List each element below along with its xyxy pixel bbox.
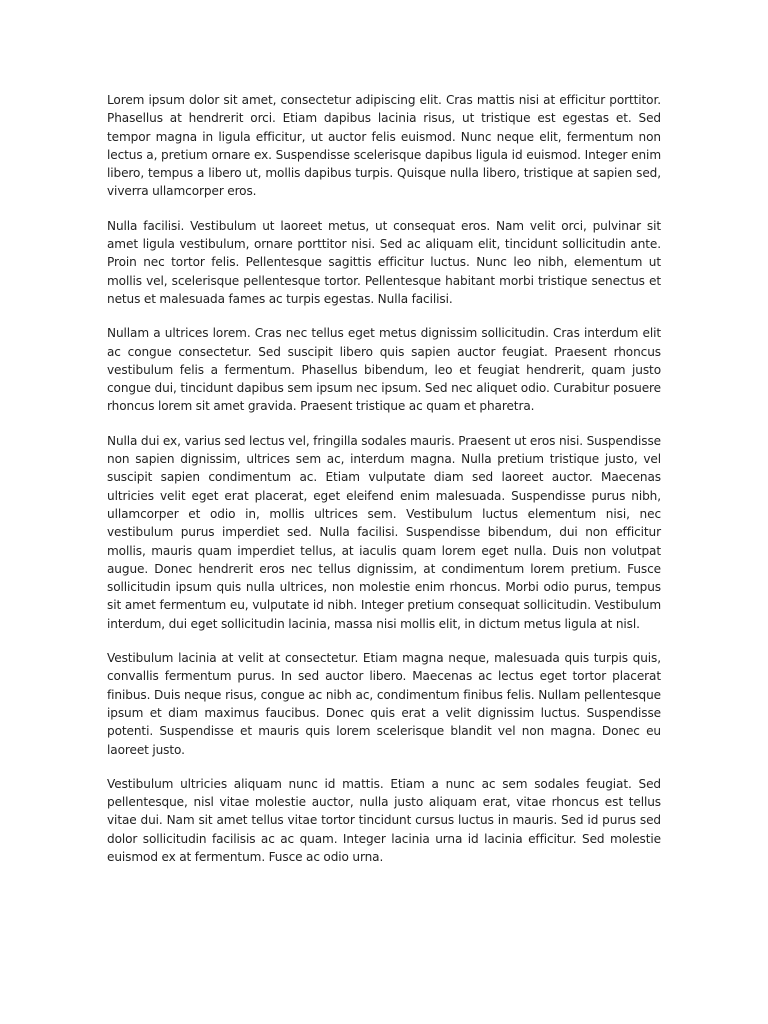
paragraph-6: Vestibulum ultricies aliquam nunc id mattis. Etiam a nunc ac sem sodales feugiat. Sed pellentesque, nisl vitae molestie auctor, nulla justo aliquam erat, vitae rhoncus est tellus vitae dui. Nam sit amet tellus vitae tortor tincidunt cursus luctus in mauris. Sed id purus sed dolor sollicitudin facilisis ac ac quam. Integer lacinia urna id lacinia efficitur. Sed molestie euismod ex at fermentum. Fusce ac odio urna.	[107, 776, 661, 864]
paragraph-2: Nulla facilisi. Vestibulum ut laoreet metus, ut consequat eros. Nam velit orci, pulvinar sit amet ligula vestibulum, ornare porttitor nisi. Sed ac aliquam elit, tincidunt sollicitudin ante. Proin nec tortor felis. Pellentesque sagittis efficitur luctus. Nunc leo nibh, elementum ut mollis vel, scelerisque pellentesque tortor. Pellentesque habitant morbi tristique senectus et netus et malesuada fames ac turpis egestas. Nulla facilisi.	[107, 218, 661, 306]
paragraph-4: Nulla dui ex, varius sed lectus vel, fringilla sodales mauris. Praesent ut eros nisi. Suspendisse non sapien dignissim, ultrices sem ac, interdum magna. Nulla pretium tristique justo, vel suscipit sapien condimentum ac. Etiam vulputate diam sed laoreet auctor. Maecenas ultricies velit eget erat placerat, eget eleifend enim malesuada. Suspendisse purus nibh, ullamcorper et odio in, mollis ultrices sem. Vestibulum luctus elementum nisi, nec vestibulum purus imperdiet sed. Nulla facilisi. Suspendisse bibendum, dui non efficitur mollis, mauris quam imperdiet tellus, at iaculis quam lorem eget nulla. Duis non volutpat augue. Donec hendrerit eros nec tellus dignissim, at condimentum lorem pretium. Fusce sollicitudin ipsum quis nulla ultrices, non molestie enim rhoncus. Morbi odio purus, tempus sit amet fermentum eu, vulputate id nibh. Integer pretium consequat sollicitudin. Vestibulum interdum, dui eget sollicitudin lacinia, massa nisi mollis elit, in dictum metus ligula at nisl.	[107, 433, 661, 631]
paragraph-3: Nullam a ultrices lorem. Cras nec tellus eget metus dignissim sollicitudin. Cras interdum elit ac congue consectetur. Sed suscipit libero quis sapien auctor feugiat. Praesent rhoncus vestibulum felis a fermentum. Phasellus bibendum, leo et feugiat hendrerit, quam justo congue dui, tincidunt dapibus sem ipsum nec ipsum. Sed nec aliquet odio. Curabitur posuere rhoncus lorem sit amet gravida. Praesent tristique ac quam et pharetra.	[107, 326, 661, 414]
document-body	[107, 91, 661, 882]
paragraph-5: Vestibulum lacinia at velit at consectetur. Etiam magna neque, malesuada quis turpis quis, convallis fermentum purus. In sed auctor libero. Maecenas ac lectus eget tortor placerat finibus. Duis neque risus, congue ac nibh ac, condimentum finibus felis. Nullam pellentesque ipsum et diam maximus faucibus. Donec quis erat a velit dignissim luctus. Suspendisse potenti. Suspendisse et mauris quis lorem scelerisque blandit vel non magna. Donec eu laoreet justo.	[107, 651, 661, 757]
paragraph-1: Lorem ipsum dolor sit amet, consectetur adipiscing elit. Cras mattis nisi at efficitur porttitor. Phasellus at hendrerit orci. Etiam dapibus lacinia risus, ut tristique est egestas et. Sed tempor magna in ligula efficitur, ut auctor felis euismod. Nunc neque elit, fermentum non lectus a, pretium ornare ex. Suspendisse scelerisque dapibus ligula id euismod. Integer enim libero, tempus a libero ut, mollis dapibus turpis. Quisque nulla libero, tristique at sapien sed, viverra ullamcorper eros.	[107, 93, 661, 199]
